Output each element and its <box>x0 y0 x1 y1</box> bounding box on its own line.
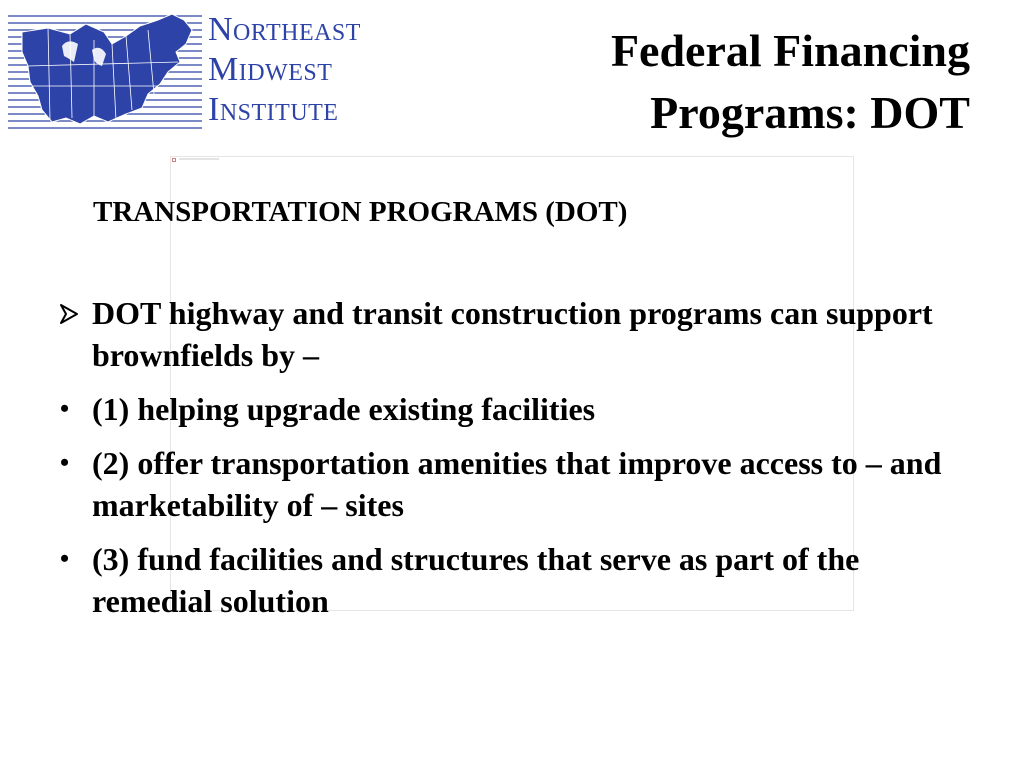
list-item <box>56 292 956 376</box>
list-item <box>56 388 956 430</box>
slide-title <box>611 20 970 144</box>
list-item <box>56 538 956 622</box>
list-item-text: (1) helping upgrade existing facilities <box>92 391 596 427</box>
bullet-list <box>56 292 956 634</box>
bullet-dot-icon: • <box>60 448 70 477</box>
broken-image-icon <box>172 158 176 162</box>
bullet-dot-icon: • <box>60 394 70 423</box>
embedded-object-caption-trace <box>179 158 219 160</box>
logo-line-2: Midwest <box>208 51 333 88</box>
list-item-text: (2) offer transportation amenities that improve access to – and marketability of – sites <box>92 445 942 523</box>
institute-name <box>208 10 361 130</box>
institute-logo <box>8 8 408 132</box>
list-item <box>56 442 956 526</box>
slide-title-line-2: Programs: DOT <box>650 87 970 138</box>
list-item-text: (3) fund facilities and structures that serve as part of the remedial solution <box>92 541 860 619</box>
section-subheading: TRANSPORTATION PROGRAMS (DOT) <box>93 196 628 228</box>
bullet-dot-icon: • <box>60 544 70 573</box>
arrow-bullet-icon <box>58 303 80 325</box>
logo-line-1: Northeast <box>208 11 361 48</box>
northeast-midwest-map-icon <box>8 10 202 132</box>
logo-line-3: Institute <box>208 91 339 128</box>
slide-title-line-1: Federal Financing <box>610 25 970 76</box>
list-item-text: DOT highway and transit construction programs can support brownfields by – <box>92 295 933 373</box>
